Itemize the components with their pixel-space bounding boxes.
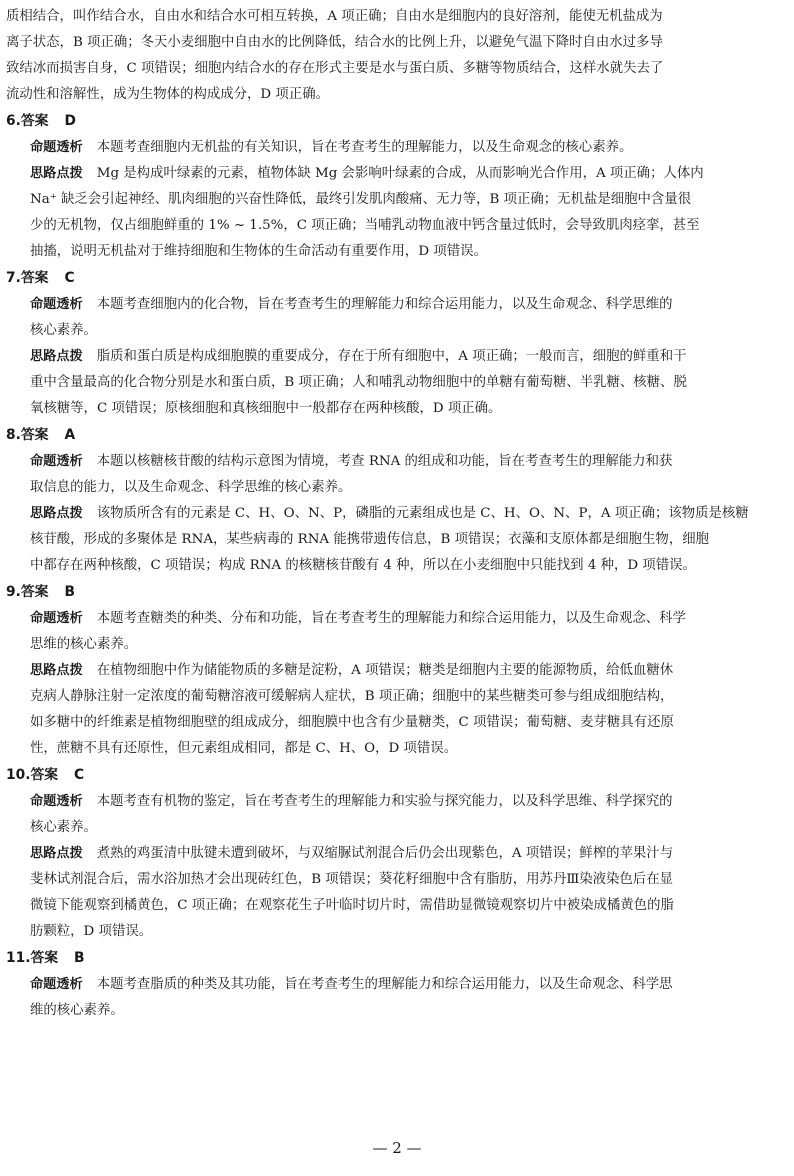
question-number: 11. [6,950,31,966]
section-line [30,139,784,156]
answer-value: D [64,113,76,129]
section-line [30,662,784,679]
answer-label: 答案 [30,767,59,783]
text-line [6,60,784,77]
section-label: 思路点拨 [30,846,83,861]
text-line [30,688,784,705]
text-line [6,8,784,25]
text-line [30,243,784,260]
line-text: 如多糖中的纤维素是植物细胞壁的组成成分，细胞膜中也含有少量糖类，C 项错误；葡萄糖、麦芽糖具有还原 [30,715,674,730]
question-number: 6. [6,113,21,129]
line-text: 取信息的能力，以及生命观念、科学思维的核心素养。 [30,480,352,495]
answer-heading [6,584,784,601]
line-text: 微镜下能观察到橘黄色，C 项正确；在观察花生子叶临时切片时，需借助显微镜观察切片中被染成橘黄色的脂 [30,898,674,913]
section-label: 思路点拨 [30,663,83,678]
line-text: 流动性和溶解性，成为生物体的构成成分，D 项正确。 [6,87,329,102]
text-line [30,400,784,417]
answer-heading [6,767,784,784]
section-label: 思路点拨 [30,166,83,181]
section-label: 思路点拨 [30,349,83,364]
line-text: Mg 是构成叶绿素的元素，植物体缺 Mg 会影响叶绿素的合成，从而影响光合作用，A 项正确；人体内 [96,166,704,181]
line-text: 肪颗粒，D 项错误。 [30,924,153,939]
line-text: 重中含量最高的化合物分别是水和蛋白质，B 项正确；人和哺乳动物细胞中的单糖有葡萄糖、半乳糖、核糖、脱 [30,375,687,390]
text-line [30,871,784,888]
line-text: 核心素养。 [30,323,97,338]
section-label: 命题透析 [30,140,83,155]
line-text: 本题考查脂质的种类及其功能，旨在考查考生的理解能力和综合运用能力，以及生命观念、科学思 [96,977,673,992]
question-number: 8. [6,427,21,443]
line-text: 核心素养。 [30,820,97,835]
line-text: 克病人静脉注射一定浓度的葡萄糖溶液可缓解病人症状，B 项正确；细胞中的某些糖类可参与组成细胞结构， [30,689,674,704]
text-line [30,531,784,548]
answer-heading [6,270,784,287]
answer-heading [6,427,784,444]
text-line [30,191,784,208]
line-text: 本题考查糖类的种类、分布和功能，旨在考查考生的理解能力和综合运用能力，以及生命观念、科学 [96,611,686,626]
section-label: 命题透析 [30,977,83,992]
line-text: 煮熟的鸡蛋清中肽键未遭到破坏，与双缩脲试剂混合后仍会出现紫色，A 项错误；鲜榨的苹果汁与 [96,846,674,861]
line-text: 本题考查有机物的鉴定，旨在考查考生的理解能力和实验与探究能力，以及科学思维、科学探究的 [96,794,673,809]
text-line [30,557,784,574]
line-text: 本题以核糖核苷酸的结构示意图为情境，考查 RNA 的组成和功能，旨在考查考生的理解能力和获 [96,454,673,469]
line-text: 斐林试剂混合后，需水浴加热才会出现砖红色，B 项错误；葵花籽细胞中含有脂肪，用苏丹Ⅲ染液染色后在显 [30,872,673,887]
answer-value: C [64,270,75,286]
line-text: 致结冰而损害自身，C 项错误；细胞内结合水的存在形式主要是水与蛋白质、多糖等物质结合，这样水就失去了 [6,61,664,76]
text-line [30,714,784,731]
section-label: 命题透析 [30,454,83,469]
line-text: 本题考查细胞内的化合物，旨在考查考生的理解能力和综合运用能力，以及生命观念、科学思维的 [96,297,673,312]
text-line [30,1002,784,1019]
line-text: 性，蔗糖不具有还原性，但元素组成相同，都是 C、H、O，D 项错误。 [30,741,458,756]
line-text: 少的无机物，仅占细胞鲜重的 1% ~ 1.5%，C 项正确；当哺乳动物血液中钙含量过低时，会导致肌肉痉挛，甚至 [30,218,700,233]
text-line [30,636,784,653]
answer-value: C [74,767,85,783]
section-label: 思路点拨 [30,506,83,521]
line-text: 在植物细胞中作为储能物质的多糖是淀粉，A 项错误；糖类是细胞内主要的能源物质，给低血糖休 [96,663,674,678]
text-line [30,217,784,234]
line-text: 维的核心素养。 [30,1003,124,1018]
answer-label: 答案 [20,427,49,443]
text-line [30,740,784,757]
line-text: 氧核糖等，C 项错误；原核细胞和真核细胞中一般都存在两种核酸，D 项正确。 [30,401,502,416]
answer-label: 答案 [20,584,49,600]
section-line [30,165,784,182]
line-text: 本题考查细胞内无机盐的有关知识，旨在考查考生的理解能力，以及生命观念的核心素养。 [96,140,633,155]
line-text: 核苷酸，形成的多聚体是 RNA，某些病毒的 RNA 能携带遗传信息，B 项错误；衣藻和支原体都是细胞生物，细胞 [30,532,709,547]
line-text: 该物质所含有的元素是 C、H、O、N、P，磷脂的元素组成也是 C、H、O、N、P，A 项正确；该物质是核糖 [96,506,749,521]
section-line [30,505,784,522]
line-text: 质相结合，叫作结合水，自由水和结合水可相互转换，A 项正确；自由水是细胞内的良好溶剂，能使无机盐成为 [6,9,663,24]
question-number: 9. [6,584,21,600]
section-line [30,348,784,365]
section-line [30,453,784,470]
section-label: 命题透析 [30,297,83,312]
page-number: — 2 — [372,1139,422,1157]
answer-label: 答案 [30,950,59,966]
section-label: 命题透析 [30,611,83,626]
question-number: 10. [6,767,31,783]
text-line [6,34,784,51]
section-line [30,845,784,862]
line-text: 离子状态，B 项正确；冬天小麦细胞中自由水的比例降低，结合水的比例上升，以避免气温下降时自由水过多导 [6,35,663,50]
question-number: 7. [6,270,21,286]
answer-label: 答案 [20,270,49,286]
line-text: 中都存在两种核酸，C 项错误；构成 RNA 的核糖核苷酸有 4 种，所以在小麦细胞中只能找到 4 种，D 项错误。 [30,558,696,573]
text-line [30,923,784,940]
text-line [30,374,784,391]
text-line [6,86,784,103]
text-line [30,479,784,496]
answer-value: A [64,427,76,443]
section-line [30,793,784,810]
section-label: 命题透析 [30,794,83,809]
line-text: 脂质和蛋白质是构成细胞膜的重要成分，存在于所有细胞中，A 项正确；一般而言，细胞的鲜重和干 [96,349,687,364]
answer-label: 答案 [20,113,49,129]
text-line [30,819,784,836]
section-line [30,296,784,313]
line-text: 抽搐，说明无机盐对于维持细胞和生物体的生命活动有重要作用，D 项错误。 [30,244,487,259]
answer-value: B [74,950,85,966]
section-line [30,976,784,993]
answer-heading [6,113,784,130]
text-line [30,897,784,914]
text-line [30,322,784,339]
line-text: Na⁺ 缺乏会引起神经、肌肉细胞的兴奋性降低，最终引发肌肉酸痛、无力等，B 项正确；无机盐是细胞中含量很 [30,192,692,207]
line-text: 思维的核心素养。 [30,637,138,652]
answer-heading [6,950,784,967]
answer-value: B [64,584,75,600]
section-line [30,610,784,627]
